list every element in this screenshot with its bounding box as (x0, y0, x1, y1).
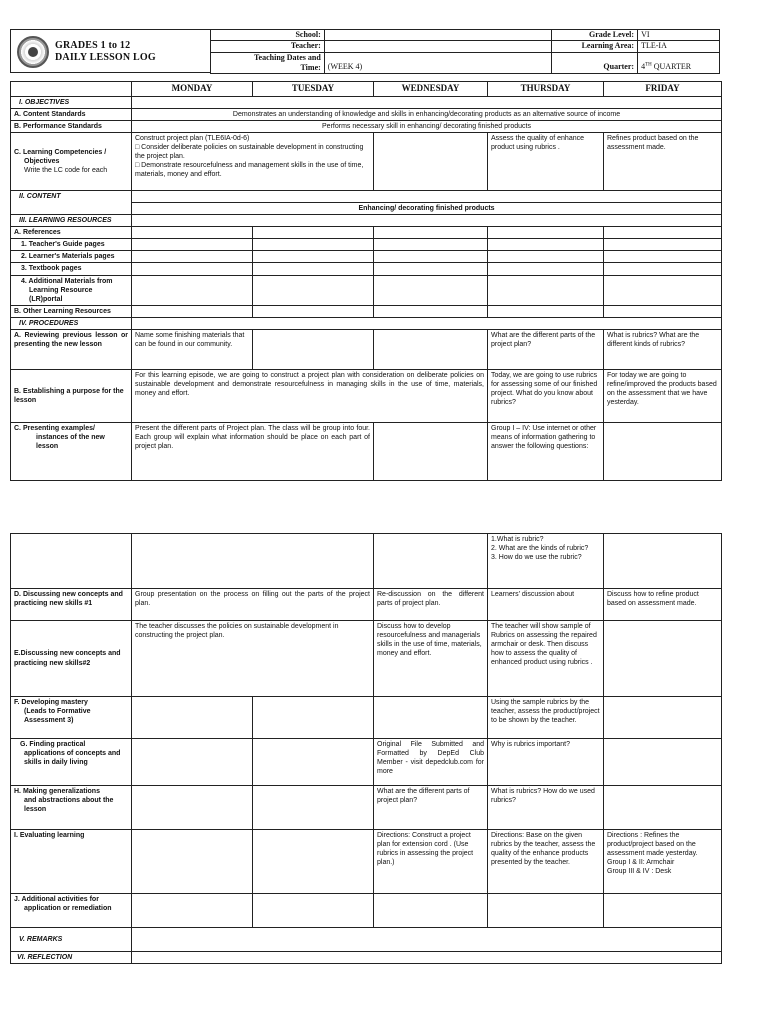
remarks-heading: V. REMARKS (11, 928, 132, 952)
performance-standards-label: B. Performance Standards (11, 120, 132, 132)
procedure-e-thu: The teacher will show sample of Rubrics on assessing the repaired armchair or desk. Then discuss how to assess the quality of enhanced product using rubrics . (488, 621, 604, 697)
quarter-value[interactable] (638, 52, 720, 73)
procedure-a-mon: Name some finishing materials that can be found in our community. (132, 330, 253, 370)
am-thu (488, 275, 604, 305)
header-info-table (210, 29, 720, 74)
references-tue (253, 227, 374, 239)
objectives-heading: I. OBJECTIVES (11, 96, 132, 108)
procedure-a-fri: What is rubrics? What are the different kinds of rubrics? (604, 330, 722, 370)
lm-wed (374, 251, 488, 263)
tg-mon (132, 239, 253, 251)
competencies-wed (374, 132, 488, 190)
am-mon (132, 275, 253, 305)
procedure-h-fri (604, 786, 722, 830)
procedure-c-wed (374, 423, 488, 481)
content-heading: II. CONTENT (11, 190, 132, 214)
remarks-value (132, 928, 722, 952)
competencies-label-line1: C. Learning Competencies / (14, 148, 107, 156)
other-mon (132, 305, 253, 317)
other-tue (253, 305, 374, 317)
day-header-wednesday: WEDNESDAY (374, 82, 488, 97)
resources-heading: III. LEARNING RESOURCES (11, 215, 132, 227)
tb-thu (488, 263, 604, 275)
procedure-j-label (11, 894, 132, 928)
teacher-value[interactable] (324, 41, 551, 52)
tb-fri (604, 263, 722, 275)
competencies-thu: Assess the quality of enhance product using rubrics . (488, 132, 604, 190)
procedure-e-fri (604, 621, 722, 697)
procedure-g-label (11, 739, 132, 786)
references-wed (374, 227, 488, 239)
procedure-g-tue (253, 739, 374, 786)
procedure-i-wed: Directions: Construct a project plan for extension cord . (Use rubrics in assessing the project plan.) (374, 830, 488, 894)
procedure-c-fri (604, 423, 722, 481)
procedure-j-wed (374, 894, 488, 928)
procedure-c-label-line2: instances of the new lesson (36, 434, 105, 451)
quarter-label: Quarter: (552, 52, 638, 73)
learning-area-label: Learning Area: (552, 41, 638, 52)
lm-fri (604, 251, 722, 263)
tb-tue (253, 263, 374, 275)
procedure-e-mon-tue: The teacher discusses the policies on sustainable development in constructing the project plan. (132, 621, 374, 697)
procedure-c-mon-tue: Present the different parts of Project plan. The class will be group into four. Each group will explain what information should be place on each part of project plan. (132, 423, 374, 481)
procedure-b-fri: For today we are going to refine/improved the products based on the assessment that we have yesterday. (604, 370, 722, 423)
school-value[interactable] (324, 30, 551, 41)
procedures-blank (132, 317, 722, 329)
procedure-a-wed (374, 330, 488, 370)
procedure-g-mon (132, 739, 253, 786)
am-tue (253, 275, 374, 305)
procedure-c-cont-label (11, 534, 132, 589)
dates-label-line1: Teaching Dates and (253, 53, 321, 63)
school-label: School: (211, 30, 325, 41)
procedure-d-thu: Learners' discussion about (488, 589, 604, 621)
dates-value[interactable]: (WEEK 4) (324, 52, 551, 73)
lesson-table-page-2 (10, 533, 722, 964)
procedure-j-mon (132, 894, 253, 928)
procedure-g-label-line1: G. Finding practical (20, 741, 86, 748)
competencies-mon-tue: Construct project plan (TLE6IA-0d-6) □ Consider deliberate policies on sustainable development in constructing the project plan. □ Demonstrate resourcefulness and management skills in the use of time, materials, money and effort. (132, 132, 374, 190)
lm-thu (488, 251, 604, 263)
learning-area-value[interactable]: TLE-IA (638, 41, 720, 52)
quarter-suffix: TH (645, 62, 652, 68)
procedure-b-thu: Today, we are going to use rubrics for assessing some of our finished project. What do you know about rubrics? (488, 370, 604, 423)
lm-mon (132, 251, 253, 263)
procedure-d-mon-tue: Group presentation on the process on filling out the parts of the project plan. (132, 589, 374, 621)
procedure-h-label-line1: H. Making generalizations (14, 788, 100, 795)
procedure-i-fri: Directions : Refines the product/project based on the assessment made yesterday. Group I & II: Armchair Group III & IV : Desk (604, 830, 722, 894)
am-wed (374, 275, 488, 305)
procedure-h-thu: What is rubrics? How do we used rubrics? (488, 786, 604, 830)
procedure-h-tue (253, 786, 374, 830)
am-fri (604, 275, 722, 305)
lesson-table-page-1 (10, 81, 722, 481)
procedure-e-wed: Discuss how to develop resourcefulness and managerials skills in the use of time, materials, money and effort. (374, 621, 488, 697)
procedure-h-label-line2: and abstractions about the lesson (24, 797, 114, 814)
procedure-j-tue (253, 894, 374, 928)
procedure-f-mon (132, 697, 253, 739)
tg-tue (253, 239, 374, 251)
other-wed (374, 305, 488, 317)
procedure-c-thu: Group I – IV: Use internet or other means of information gathering to answer the following questions: (488, 423, 604, 481)
grade-level-value[interactable]: VI (638, 30, 720, 41)
textbook-label: 3. Textbook pages (11, 263, 132, 275)
procedure-c-cont-thu: 1.What is rubric? 2. What are the kinds of rubric? 3. How do we use the rubric? (488, 534, 604, 589)
corner-cell (11, 82, 132, 97)
content-standards-label: A. Content Standards (11, 108, 132, 120)
procedure-a-label: A. Reviewing previous lesson or presenting the new lesson (11, 330, 132, 370)
content-value: Enhancing/ decorating finished products (132, 202, 722, 214)
procedure-j-label-line2: application or remediation (24, 905, 112, 913)
procedure-d-label: D. Discussing new concepts and practicing new skills #1 (11, 589, 132, 621)
procedure-h-wed: What are the different parts of project plan? (374, 786, 488, 830)
tg-wed (374, 239, 488, 251)
day-header-monday: MONDAY (132, 82, 253, 97)
references-label: A. References (11, 227, 132, 239)
tb-mon (132, 263, 253, 275)
procedure-f-fri (604, 697, 722, 739)
dates-label-line2: Time: (300, 62, 321, 72)
content-blank (132, 190, 722, 202)
procedure-f-label-line1: F. Developing mastery (14, 699, 88, 706)
day-header-friday: FRIDAY (604, 82, 722, 97)
procedure-d-fri: Discuss how to refine product based on assessment made. (604, 589, 722, 621)
procedure-b-mon-wed: For this learning episode, we are going to construct a project plan with consideration on deliberate policies on sustainable development and demonstrate resourcefulness in managing skills in the use of time, materials, money and effort. (132, 370, 488, 423)
tb-wed (374, 263, 488, 275)
procedure-f-thu: Using the sample rubrics by the teacher, assess the product/project to be shown by the teacher. (488, 697, 604, 739)
procedure-g-thu: Why is rubrics important? (488, 739, 604, 786)
procedure-i-tue (253, 830, 374, 894)
procedure-h-mon (132, 786, 253, 830)
teachers-guide-label: 1. Teacher's Guide pages (11, 239, 132, 251)
procedure-g-fri (604, 739, 722, 786)
competencies-label-line2: Objectives (24, 157, 60, 165)
additional-materials-line2: Learning Resource (29, 286, 93, 294)
procedure-j-fri (604, 894, 722, 928)
resources-blank (132, 215, 722, 227)
competencies-label (11, 132, 132, 190)
grade-level-label: Grade Level: (552, 30, 638, 41)
procedure-g-wed: Original File Submitted and Formatted by DepEd Club Member - visit depedclub.com for more (374, 739, 488, 786)
references-fri (604, 227, 722, 239)
quarter-text: QUARTER (651, 62, 692, 72)
procedure-j-label-line1: J. Additional activities for (14, 896, 99, 903)
dates-label (211, 52, 325, 73)
procedure-c-label-line1: C. Presenting examples/ (14, 425, 95, 432)
learners-materials-label: 2. Learner's Materials pages (11, 251, 132, 263)
references-thu (488, 227, 604, 239)
competencies-label-line3: Write the LC code for each (24, 167, 108, 175)
tg-thu (488, 239, 604, 251)
procedure-a-thu: What are the different parts of the project plan? (488, 330, 604, 370)
day-header-thursday: THURSDAY (488, 82, 604, 97)
procedure-i-mon (132, 830, 253, 894)
procedure-h-label (11, 786, 132, 830)
procedure-c-label (11, 423, 132, 481)
procedure-i-label: I. Evaluating learning (11, 830, 132, 894)
procedures-heading: IV. PROCEDURES (11, 317, 132, 329)
reflection-value (132, 952, 722, 964)
deped-seal-icon (17, 36, 49, 68)
procedure-f-label (11, 697, 132, 739)
other-resources-label: B. Other Learning Resources (11, 305, 132, 317)
title-daily-lesson-log: DAILY LESSON LOG (55, 52, 156, 63)
lm-tue (253, 251, 374, 263)
additional-materials-label (11, 275, 132, 305)
other-thu (488, 305, 604, 317)
procedure-f-label-line2: (Leads to Formative Assessment 3) (24, 708, 91, 725)
procedure-f-wed (374, 697, 488, 739)
procedure-e-label: E.Discussing new concepts and practicing new skills#2 (11, 621, 132, 697)
procedure-f-tue (253, 697, 374, 739)
procedure-j-thu (488, 894, 604, 928)
performance-standards-value: Performs necessary skill in enhancing/ decorating finished products (132, 120, 722, 132)
tg-fri (604, 239, 722, 251)
procedure-g-label-line2: applications of concepts and skills in daily living (24, 750, 121, 767)
procedure-c-cont-mon-tue (132, 534, 374, 589)
content-standards-value: Demonstrates an understanding of knowledge and skills in enhancing/decorating products as an alternative source of income (132, 108, 722, 120)
procedure-b-label: B. Establishing a purpose for the lesson (11, 370, 132, 423)
procedure-i-thu: Directions: Base on the given rubrics by the teacher, assess the quality of the enhance products presented by the teacher. (488, 830, 604, 894)
title-grades: GRADES 1 to 12 (55, 40, 131, 51)
procedure-c-cont-wed (374, 534, 488, 589)
procedure-d-wed: Re-discussion on the different parts of project plan. (374, 589, 488, 621)
procedure-a-tue (253, 330, 374, 370)
objectives-blank (132, 96, 722, 108)
quarter-number: 4 (641, 62, 646, 72)
competencies-fri: Refines product based on the assessment made. (604, 132, 722, 190)
lesson-log-header (10, 29, 720, 73)
teacher-label: Teacher: (211, 41, 325, 52)
references-mon (132, 227, 253, 239)
reflection-heading: VI. REFLECTION (11, 952, 132, 964)
logo-box (10, 29, 210, 73)
additional-materials-line1: 4. Additional Materials from (21, 277, 113, 285)
other-fri (604, 305, 722, 317)
additional-materials-line3: (LR)portal (29, 295, 63, 303)
day-header-tuesday: TUESDAY (253, 82, 374, 97)
procedure-c-cont-fri (604, 534, 722, 589)
